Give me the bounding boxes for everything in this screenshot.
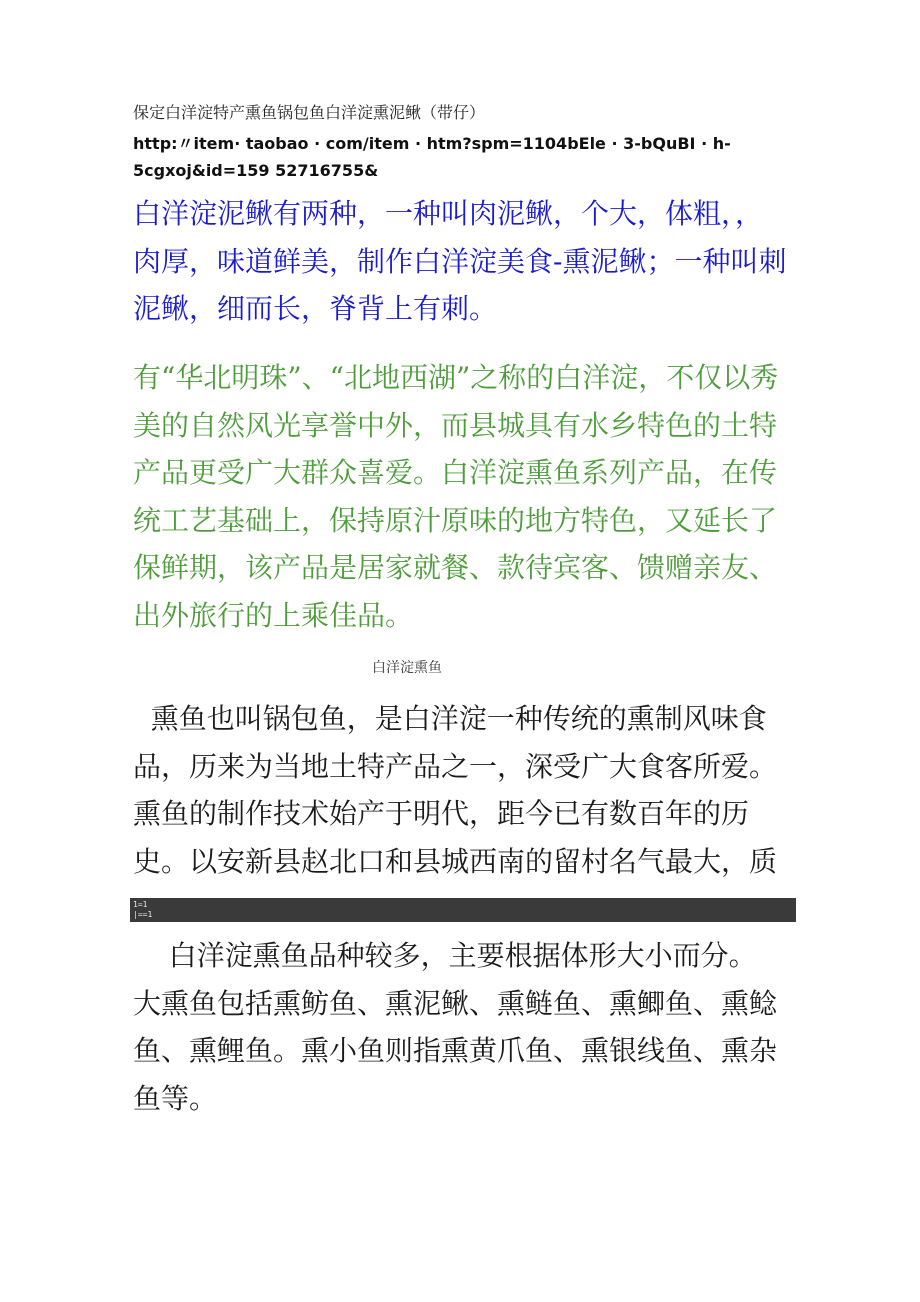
strip-text: |==1 [133, 910, 153, 919]
paragraph-line: 鱼、熏鲤鱼。熏小鱼则指熏黄爪鱼、熏银线鱼、熏杂 [133, 1034, 778, 1067]
url-line: 5cgxoj&id=159 52716755& [133, 161, 379, 180]
body-paragraph-1 [133, 695, 793, 885]
body-paragraph-2 [133, 932, 793, 1122]
paragraph-line: 熏鱼也叫锅包鱼，是白洋淀一种传统的熏制风味食 [133, 702, 767, 735]
paragraph-line: 有“华北明珠”、“北地西湖”之称的白洋淀，不仅以秀 [133, 361, 779, 394]
paragraph-line: 出外旅行的上乘佳品。 [133, 598, 414, 632]
paragraph-line: 大熏鱼包括熏鲂鱼、熏泥鳅、熏鲢鱼、熏鲫鱼、熏鲶 [133, 986, 778, 1020]
url-line: http:〃item· taobao · com/item · htm?spm=1104bEle · 3-bQuBI · h- [133, 134, 731, 153]
paragraph-line: 泥鳅，细而长，脊背上有刺。 [133, 292, 498, 325]
embedded-image-strip [130, 898, 796, 922]
paragraph-line: 鱼等。 [133, 1081, 218, 1115]
document-title: 保定白洋淀特产熏鱼锅包鱼白洋淀熏泥鳅（带仔） [133, 103, 486, 122]
product-url [133, 130, 733, 184]
paragraph-line: 熏鱼的制作技术始产于明代，距今已有数百年的历 [133, 797, 750, 830]
strip-text: 1=1 [133, 900, 148, 909]
paragraph-line: 品，历来为当地土特产品之一，深受广大食客所爱。 [133, 749, 778, 783]
blue-paragraph [133, 190, 793, 333]
paragraph-line: 史。以安新县赵北口和县城西南的留村名气最大，质 [133, 844, 778, 878]
paragraph-line: 产品更受广大群众喜爱。白洋淀熏鱼系列产品，在传 [133, 456, 778, 489]
paragraph-line: 白洋淀熏鱼品种较多，主要根据体形大小而分。 [133, 939, 757, 972]
paragraph-line: 肉厚，味道鲜美，制作白洋淀美食-熏泥鳅；一种叫刺 [133, 244, 787, 278]
green-paragraph [133, 354, 793, 639]
paragraph-line: 白洋淀泥鳅有两种，一种叫肉泥鳅，个大，体粗，， [133, 197, 764, 230]
paragraph-line: 统工艺基础上，保持原汁原味的地方特色，又延长了 [133, 503, 778, 537]
paragraph-line: 保鲜期，该产品是居家就餐、款待宾客、馈赠亲友、 [133, 551, 778, 584]
paragraph-line: 美的自然风光享誉中外，而县城具有水乡特色的土特 [133, 408, 778, 442]
image-caption: 白洋淀熏鱼 [372, 660, 442, 676]
